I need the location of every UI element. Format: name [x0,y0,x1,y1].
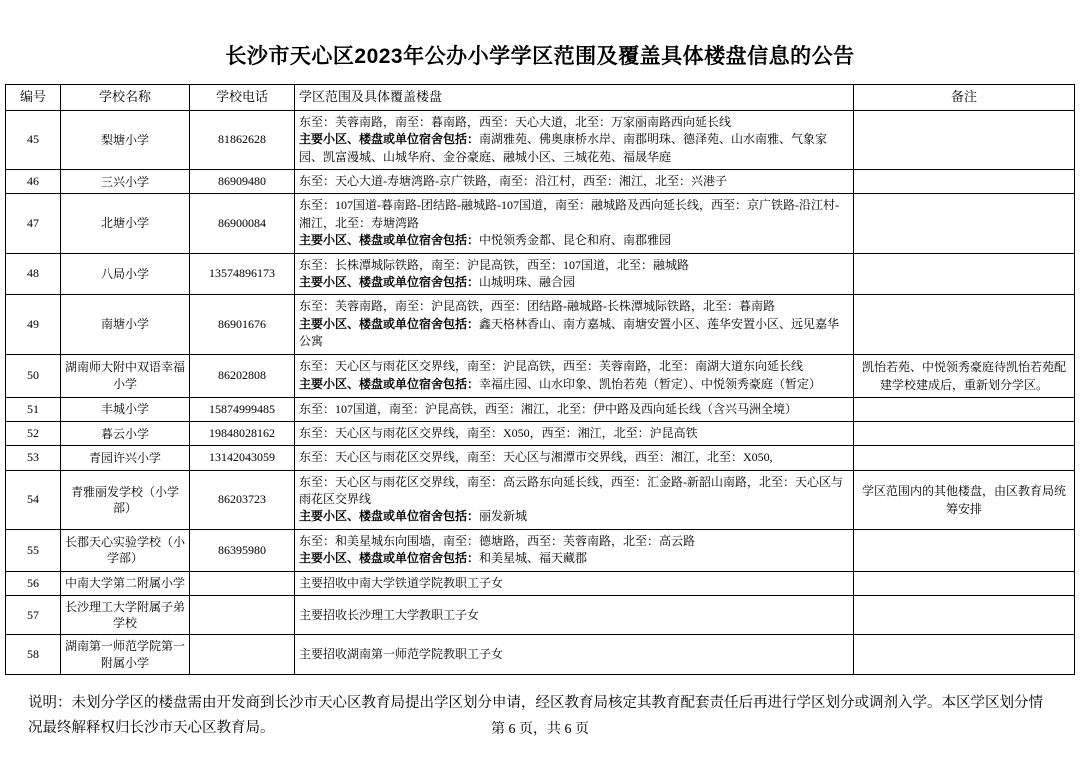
zone-estates-label: 主要小区、楼盘或单位宿舍包括： [299,132,480,147]
cell-remark [854,194,1075,253]
zone-boundary-text: 主要招收中南大学铁道学院教职工子女 [299,575,504,590]
column-header-no: 编号 [6,85,61,111]
table-row [6,635,1075,674]
table-row [6,446,1075,470]
cell-zone [295,529,854,571]
cell-school: 湖南第一师范学院第一附属小学 [61,635,190,674]
cell-school: 三兴小学 [61,170,190,194]
cell-no: 58 [6,635,61,674]
cell-school: 青园许兴小学 [61,446,190,470]
cell-no: 50 [6,354,61,397]
zone-boundary-text: 东至：107国道，南至：沪昆高铁，西至：湘江，北至：伊中路及西向延长线（含兴马洲全境） [299,401,798,416]
zone-estates-text: 幸福庄园、山水印象、凯怡若苑（暂定）、中悦领秀豪庭（暂定） [479,376,822,391]
zone-boundary-text: 东至：天心大道-寿塘湾路-京广铁路，南至：沿江村，西至：湘江，北至：兴港子 [299,174,727,189]
cell-phone: 13574896173 [190,253,295,295]
cell-remark: 凯怡若苑、中悦领秀豪庭待凯怡若苑配建学校建成后，重新划分学区。 [854,354,1075,397]
zone-boundary-text: 主要招收湖南第一师范学院教职工子女 [299,646,504,661]
cell-phone: 81862628 [190,110,295,169]
cell-remark [854,421,1075,445]
cell-phone: 86900084 [190,194,295,253]
cell-school: 青雅丽发学校（小学部） [61,470,190,529]
zone-boundary-text: 东至：和美星城东向围墙，南至：德塘路，西至：芙蓉南路，北至：高云路 [299,533,696,548]
cell-remark [854,295,1075,354]
table-row [6,253,1075,295]
cell-no: 54 [6,470,61,529]
page-title: 长沙市天心区2023年公办小学学区范围及覆盖具体楼盘信息的公告 [225,45,855,68]
cell-remark: 学区范围内的其他楼盘，由区教育局统筹安排 [854,470,1075,529]
cell-remark [854,571,1075,595]
cell-phone [190,635,295,674]
cell-phone: 86203723 [190,470,295,529]
cell-remark [854,170,1075,194]
zone-boundary-text: 东至：天心区与雨花区交界线，南至：天心区与湘潭市交界线，西至：湘江，北至：X050, [299,450,773,465]
cell-school: 梨塘小学 [61,110,190,169]
cell-phone: 19848028162 [190,421,295,445]
cell-remark [854,446,1075,470]
cell-phone: 86202808 [190,354,295,397]
cell-school: 长郡天心实验学校（小学部） [61,529,190,571]
zone-boundary-text: 东至：天心区与雨花区交界线，南至：X050，西至：湘江，北至：沪昆高铁 [299,425,698,440]
cell-school: 丰城小学 [61,397,190,421]
cell-no: 49 [6,295,61,354]
column-header-remark: 备注 [854,85,1075,111]
table-row [6,397,1075,421]
school-zone-table [5,84,1075,675]
cell-zone [295,295,854,354]
zone-boundary-text: 主要招收长沙理工大学教职工子女 [299,607,480,622]
cell-school: 湖南师大附中双语幸福小学 [61,354,190,397]
cell-no: 47 [6,194,61,253]
cell-school: 暮云小学 [61,421,190,445]
cell-no: 56 [6,571,61,595]
table-row [6,529,1075,571]
cell-school: 北塘小学 [61,194,190,253]
cell-zone [295,571,854,595]
table-body [6,110,1075,674]
zone-boundary-text: 东至：天心区与雨花区交界线，南至：高云路东向延长线，西至：汇金路-新韶山南路，北至：天心区与雨花区交界线 [299,474,844,507]
cell-remark [854,635,1075,674]
cell-phone: 13142043059 [190,446,295,470]
column-header-school: 学校名称 [61,85,190,111]
cell-no: 51 [6,397,61,421]
zone-estates-text: 鑫天格林香山、南方嘉城、南塘安置小区、莲华安置小区、远见嘉华公寓 [299,316,840,349]
column-header-zone: 学区范围及具体覆盖楼盘 [295,85,854,111]
cell-no: 52 [6,421,61,445]
zone-boundary-text: 东至：芙蓉南路，南至：沪昆高铁，西至：团结路-融城路-长株潭城际铁路，北至：暮南路 [299,299,775,314]
cell-zone [295,635,854,674]
cell-school: 南塘小学 [61,295,190,354]
cell-remark [854,110,1075,169]
page-number: 第 6 页，共 6 页 [491,722,589,737]
cell-zone [295,194,854,253]
table-row [6,421,1075,445]
cell-phone [190,571,295,595]
cell-no: 48 [6,253,61,295]
cell-no: 46 [6,170,61,194]
cell-phone: 15874999485 [190,397,295,421]
zone-estates-text: 和美星城、福天藏郡 [479,551,588,566]
cell-zone [295,170,854,194]
cell-zone [295,421,854,445]
cell-phone: 86395980 [190,529,295,571]
zone-estates-text: 中悦领秀金都、昆仑和府、南郡雅园 [479,233,672,248]
zone-estates-label: 主要小区、楼盘或单位宿舍包括： [299,274,480,289]
zone-estates-label: 主要小区、楼盘或单位宿舍包括： [299,316,480,331]
zone-estates-label: 主要小区、楼盘或单位宿舍包括： [299,376,480,391]
table-row [6,470,1075,529]
cell-no: 55 [6,529,61,571]
cell-zone [295,446,854,470]
column-header-phone: 学校电话 [190,85,295,111]
cell-phone [190,596,295,635]
zone-estates-label: 主要小区、楼盘或单位宿舍包括： [299,551,480,566]
table-row [6,194,1075,253]
table-row [6,596,1075,635]
table-header [6,85,1075,111]
zone-boundary-text: 东至：长株潭城际铁路，南至：沪昆高铁，西至：107国道，北至：融城路 [299,257,690,272]
cell-zone [295,596,854,635]
cell-school: 八局小学 [61,253,190,295]
cell-no: 57 [6,596,61,635]
cell-zone [295,397,854,421]
zone-estates-label: 主要小区、楼盘或单位宿舍包括： [299,233,480,248]
cell-zone [295,470,854,529]
zone-estates-text: 山城明珠、融合园 [479,274,576,289]
zone-boundary-text: 东至：芙蓉南路，南至：暮南路，西至：天心大道，北至：万家丽南路西向延长线 [299,114,732,129]
cell-phone: 86909480 [190,170,295,194]
zone-boundary-text: 东至：天心区与雨花区交界线，南至：沪昆高铁，西至：芙蓉南路，北至：南湖大道东向延长线 [299,359,804,374]
table-row [6,354,1075,397]
zone-estates-label: 主要小区、楼盘或单位宿舍包括： [299,509,480,524]
zone-boundary-text: 东至：107国道-暮南路-团结路-融城路-107国道，南至：融城路及西向延长线，西至：京广铁路-沿江村-湘江，北至：寿塘湾路 [299,198,839,230]
table-row [6,170,1075,194]
table-row [6,110,1075,169]
table-row [6,571,1075,595]
cell-no: 45 [6,110,61,169]
cell-remark [854,596,1075,635]
cell-school: 长沙理工大学附属子弟学校 [61,596,190,635]
footnote-text: 说明：未划分学区的楼盘需由开发商到长沙市天心区教育局提出学区划分申请，经区教育局核定其教育配套责任后再进行学区划分或调剂入学。本区学区划分情况最终解释权归长沙市天心区教育局。 [28,694,1043,737]
cell-zone [295,253,854,295]
cell-remark [854,529,1075,571]
cell-remark [854,397,1075,421]
cell-school: 中南大学第二附属小学 [61,571,190,595]
table-header-row [6,85,1075,111]
zone-estates-text: 丽发新城 [479,509,528,524]
cell-zone [295,110,854,169]
cell-no: 53 [6,446,61,470]
zone-estates-text: 南湖雅苑、佛奥康桥水岸、南郡明珠、德泽苑、山水南雅、气象家园、凯富漫城、山城华府、金谷豪庭、融城小区、三城花苑、福晟华庭 [299,132,828,164]
cell-zone [295,354,854,397]
cell-remark [854,253,1075,295]
cell-phone: 86901676 [190,295,295,354]
table-row [6,295,1075,354]
